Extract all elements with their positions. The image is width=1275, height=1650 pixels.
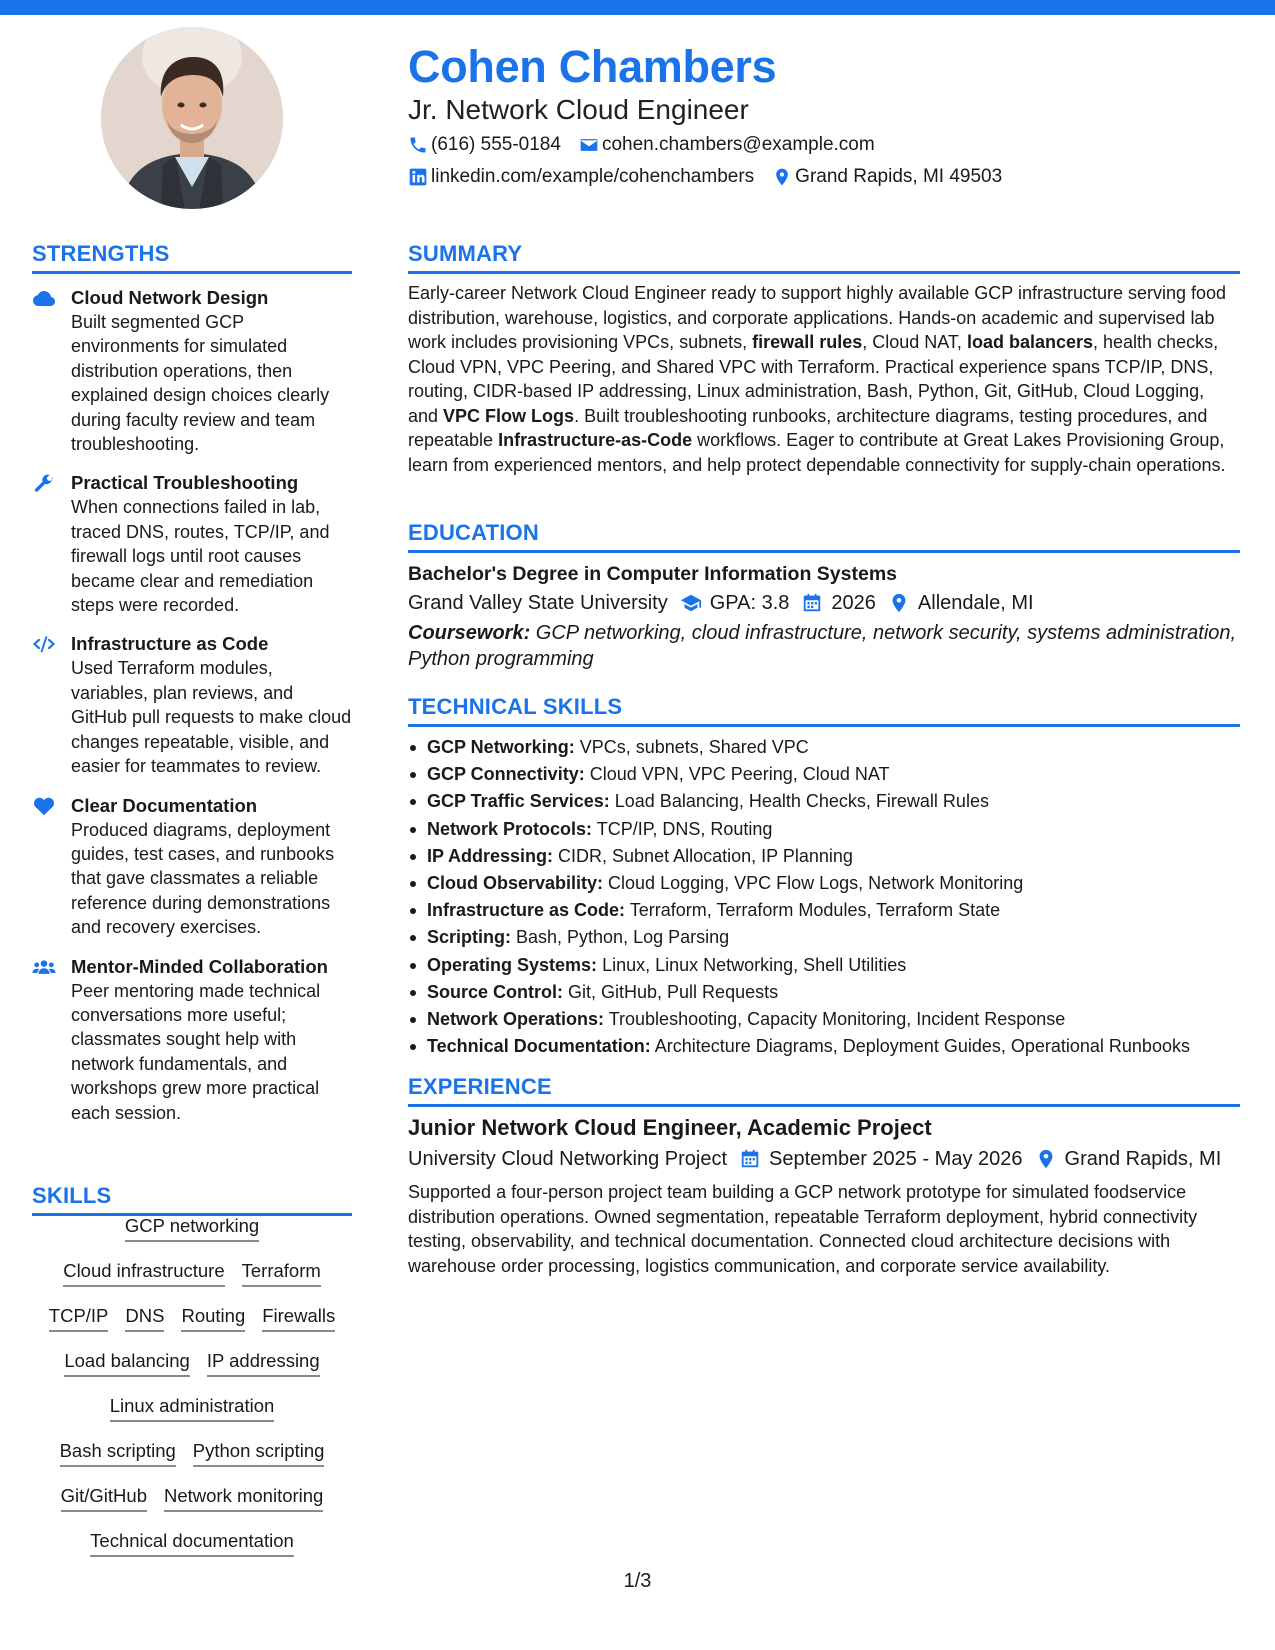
- job-title: Jr. Network Cloud Engineer: [408, 94, 749, 125]
- coursework: [408, 620, 1238, 672]
- list-item: [408, 1006, 1248, 1033]
- coursework-text: GCP networking, cloud infrastructure, network security, systems administration, Python programming: [408, 622, 1237, 670]
- skills-tags: [32, 1215, 352, 1575]
- list-item: [408, 952, 1248, 979]
- summary-text: , Cloud NAT,: [862, 332, 967, 352]
- list-item: [408, 1033, 1248, 1060]
- contact-row-1: [408, 134, 893, 156]
- cloud-icon: [32, 288, 58, 308]
- strength-text: Produced diagrams, deployment guides, test cases, and runbooks that gave classmates a reliable reference during demonstrations and recovery exercises.: [71, 819, 335, 938]
- tag-row: [32, 1530, 352, 1557]
- summary-emphasis: Infrastructure-as-Code: [498, 430, 693, 450]
- list-item: [408, 734, 1248, 761]
- location-contact: [772, 166, 1002, 188]
- skill-label: GCP Traffic Services:: [427, 791, 610, 812]
- skill-tag: Python scripting: [193, 1440, 325, 1467]
- strength-item: [32, 632, 352, 778]
- experience-meta: [408, 1143, 1238, 1175]
- skill-value: TCP/IP, DNS, Routing: [592, 818, 773, 839]
- skill-label: Scripting:: [427, 927, 511, 948]
- graduation-cap-icon: [680, 592, 702, 614]
- contact-row-2: [408, 166, 1020, 188]
- top-accent-bar: [0, 0, 1275, 15]
- list-item: [408, 761, 1248, 788]
- experience-location: Grand Rapids, MI: [1064, 1148, 1222, 1170]
- skill-label: GCP Networking:: [427, 737, 575, 757]
- strength-item: [32, 471, 352, 617]
- tag-row: [32, 1350, 352, 1377]
- skill-tag: Terraform: [242, 1260, 321, 1287]
- graduation-year: 2026: [831, 592, 876, 614]
- school-location: Allendale, MI: [917, 592, 1034, 614]
- summary-emphasis: load balancers: [966, 332, 1094, 352]
- skill-tag: Load balancing: [64, 1350, 190, 1377]
- skill-tag: Git/GitHub: [61, 1485, 147, 1512]
- skill-label: IP Addressing:: [427, 845, 554, 866]
- skill-tag: TCP/IP: [49, 1305, 109, 1332]
- avatar: [101, 27, 283, 209]
- strength-text: Built segmented GCP environments for simulated distribution operations, then explained design choices clearly during faculty review and team troubleshooting.: [71, 312, 330, 455]
- summary-text: . Built troubleshooting runbooks, architecture diagrams, testing procedures, and repeatable: [408, 405, 1208, 450]
- envelope-icon: [579, 135, 599, 155]
- linkedin-contact[interactable]: [408, 166, 754, 188]
- skill-tag: Cloud infrastructure: [63, 1260, 224, 1287]
- summary-paragraph: [408, 281, 1238, 477]
- strength-title: Cloud Network Design: [71, 287, 269, 308]
- skill-label: Operating Systems:: [427, 954, 598, 975]
- skill-value: Cloud Logging, VPC Flow Logs, Network Monitoring: [603, 873, 1024, 894]
- list-item: [408, 788, 1248, 815]
- skill-value: Git, GitHub, Pull Requests: [563, 981, 779, 1002]
- gpa: GPA: 3.8: [709, 592, 790, 614]
- skill-value: Architecture Diagrams, Deployment Guides, Operational Runbooks: [650, 1036, 1190, 1057]
- tag-row: [32, 1485, 352, 1512]
- skill-tag: DNS: [125, 1305, 164, 1332]
- skills-heading: SKILLS: [32, 1183, 352, 1216]
- map-pin-icon: [1035, 1148, 1057, 1170]
- skill-label: Technical Documentation:: [427, 1036, 651, 1057]
- phone-contact[interactable]: [408, 134, 561, 156]
- skill-tag: Bash scripting: [60, 1440, 176, 1467]
- experience-description: Supported a four-person project team building a GCP network prototype for simulated foodservice distribution operations. Owned segmentation, repeatable Terraform deployment, hybrid connectivity testing, observability, and technical documentation. Connected cloud architecture decisions with warehouse order processing, logistics communication, and corporate service availability.: [408, 1182, 1198, 1276]
- education-entry: [408, 561, 1238, 672]
- summary-text: , health checks, Cloud VPN, VPC Peering, and Shared VPC with Terraform. Practical experience spans TCP/IP, DNS, routing, CIDR-based IP addressing, Linux administration, Bash, Python, Git, GitHub, Cloud Logging, and: [408, 332, 1219, 426]
- strength-text: Used Terraform modules, variables, plan reviews, and GitHub pull requests to make cloud changes repeatable, visible, and easier for teammates to review.: [71, 658, 352, 777]
- summary-emphasis: VPC Flow Logs: [443, 405, 575, 426]
- tag-row: [32, 1440, 352, 1467]
- page-number: 1/3: [623, 1570, 652, 1592]
- summary-text: workflows. Eager to contribute at Great Lakes Provisioning Group, learn from experienced mentors, and help protect dependable connectivity for supply-chain operations.: [408, 430, 1226, 475]
- users-icon: [32, 957, 58, 977]
- list-item: [408, 979, 1248, 1006]
- strengths-heading: STRENGTHS: [32, 241, 352, 274]
- skill-label: GCP Connectivity:: [427, 764, 585, 785]
- list-item: [408, 870, 1248, 897]
- skill-tag: Linux administration: [110, 1395, 275, 1422]
- linkedin-icon: [408, 167, 428, 187]
- skill-tag: IP addressing: [207, 1350, 320, 1377]
- map-pin-icon: [772, 167, 792, 187]
- strength-text: When connections failed in lab, traced DNS, routes, TCP/IP, and firewall logs until root causes became clear and remediation steps were recorded.: [71, 497, 330, 616]
- email-contact[interactable]: [579, 134, 875, 156]
- skill-label: Network Operations:: [427, 1009, 605, 1030]
- skill-label: Network Protocols:: [427, 818, 593, 839]
- tag-row: [32, 1395, 352, 1422]
- skill-tag: Routing: [181, 1305, 245, 1332]
- list-item: [408, 843, 1248, 870]
- skill-label: Infrastructure as Code:: [427, 900, 626, 921]
- skill-tag: GCP networking: [125, 1215, 259, 1242]
- list-item: [408, 897, 1248, 924]
- skill-tag: Technical documentation: [90, 1530, 294, 1557]
- education-meta: [408, 588, 1238, 618]
- skill-value: Cloud VPN, VPC Peering, Cloud NAT: [584, 764, 890, 785]
- tag-row: [32, 1305, 352, 1332]
- role-title: Junior Network Cloud Engineer, Academic Project: [408, 1115, 932, 1140]
- skill-label: Cloud Observability:: [427, 873, 604, 894]
- strength-text: Peer mentoring made technical conversations more useful; classmates sought help with network fundamentals, and workshops grew more practical each session.: [71, 980, 321, 1123]
- wrench-icon: [32, 473, 58, 493]
- strength-title: Infrastructure as Code: [71, 633, 269, 655]
- skill-value: Terraform, Terraform Modules, Terraform State: [625, 900, 1001, 921]
- strength-title: Practical Troubleshooting: [71, 472, 299, 494]
- summary-heading: SUMMARY: [408, 241, 1240, 274]
- strengths-list: [32, 286, 352, 1140]
- list-item: [408, 816, 1248, 843]
- technical-skills-heading: TECHNICAL SKILLS: [408, 694, 1240, 727]
- skill-value: CIDR, Subnet Allocation, IP Planning: [553, 845, 853, 866]
- strength-title: Clear Documentation: [71, 794, 258, 816]
- organization: University Cloud Networking Project: [408, 1148, 728, 1170]
- skill-value: Troubleshooting, Capacity Monitoring, Incident Response: [604, 1009, 1066, 1030]
- experience-heading: EXPERIENCE: [408, 1074, 1240, 1107]
- strength-item: [32, 286, 352, 456]
- code-icon: [32, 634, 58, 654]
- strength-item: [32, 794, 352, 940]
- phone-icon: [408, 135, 428, 155]
- tag-row: [32, 1215, 352, 1242]
- location-text: Grand Rapids, MI 49503: [795, 166, 1003, 187]
- email-text: cohen.chambers@example.com: [601, 134, 875, 155]
- school-name: Grand Valley State University: [408, 592, 668, 614]
- skill-value: VPCs, subnets, Shared VPC: [574, 737, 809, 757]
- education-heading: EDUCATION: [408, 520, 1240, 553]
- experience-entry: [408, 1113, 1238, 1278]
- skill-value: Load Balancing, Health Checks, Firewall Rules: [609, 791, 989, 812]
- skill-value: Linux, Linux Networking, Shell Utilities: [597, 954, 907, 975]
- degree-title: Bachelor's Degree in Computer Information Systems: [408, 563, 898, 585]
- map-pin-icon: [888, 592, 910, 614]
- calendar-icon: [739, 1148, 761, 1170]
- technical-skills-list: [408, 734, 1248, 1060]
- skill-tag: Firewalls: [262, 1305, 335, 1332]
- phone-text: (616) 555-0184: [431, 134, 561, 155]
- linkedin-text: linkedin.com/example/cohenchambers: [431, 166, 755, 187]
- heart-icon: [32, 796, 58, 816]
- skill-tag: Network monitoring: [164, 1485, 323, 1512]
- summary-text: Early-career Network Cloud Engineer ready to support highly available GCP infrastructure serving food distribution, warehouse, logistics, and corporate applications. Hands-on academic and supervised lab work includes provisioning VPCs, subnets,: [408, 283, 1227, 352]
- skill-label: Source Control:: [427, 981, 564, 1002]
- list-item: [408, 924, 1248, 951]
- skill-value: Bash, Python, Log Parsing: [511, 927, 730, 948]
- profile-photo: [101, 27, 283, 209]
- candidate-name: Cohen Chambers: [408, 41, 777, 92]
- coursework-label: Coursework:: [408, 622, 531, 644]
- calendar-icon: [801, 592, 823, 614]
- summary-emphasis: firewall rules: [752, 332, 863, 352]
- experience-dates: September 2025 - May 2026: [769, 1148, 1023, 1170]
- strength-item: [32, 955, 352, 1125]
- tag-row: [32, 1260, 352, 1287]
- strength-title: Mentor-Minded Collaboration: [71, 955, 328, 977]
